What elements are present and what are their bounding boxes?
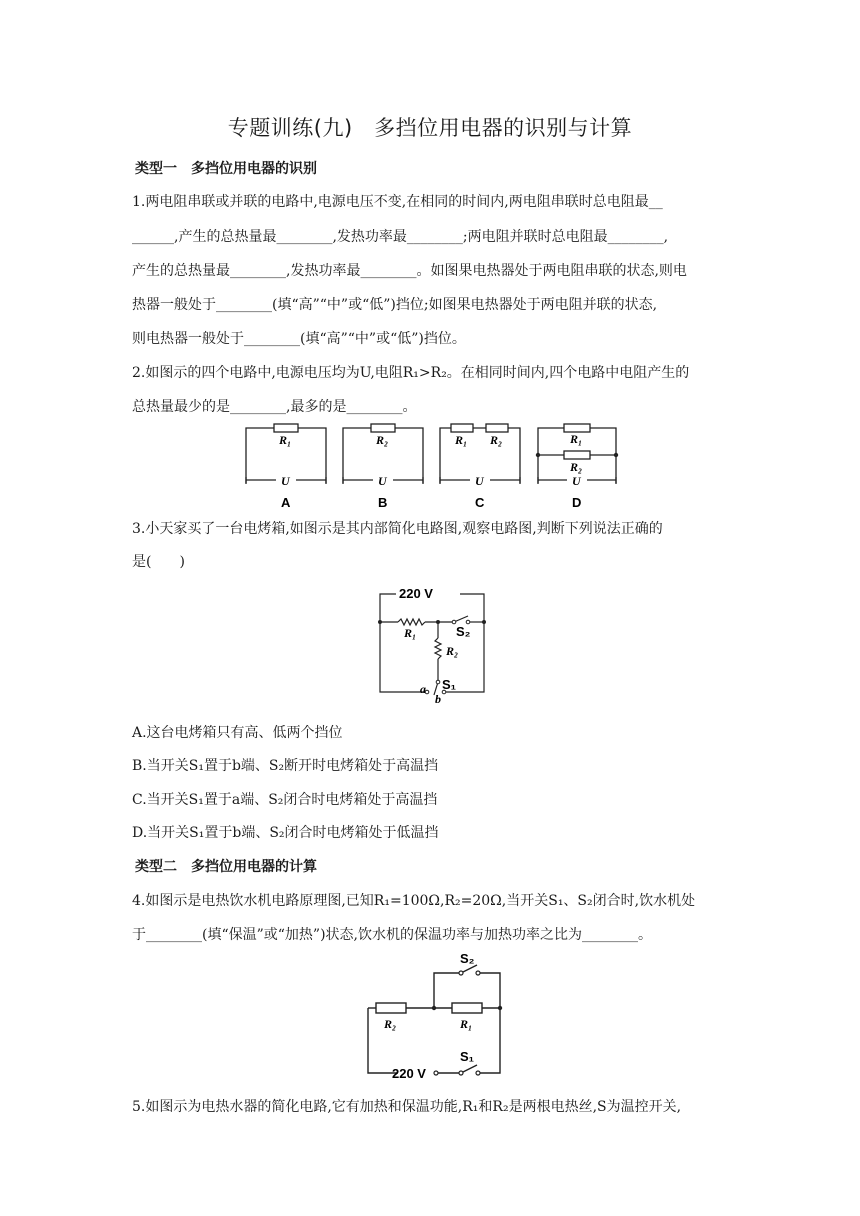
resistor-r1-label: R₁ bbox=[404, 626, 417, 640]
resistor-r1-label: R₁ bbox=[455, 433, 468, 447]
q3-circuit-figure bbox=[372, 582, 492, 704]
terminal-a-label: a bbox=[420, 682, 426, 696]
question-2-line: 2.如图示的四个电路中,电源电压均为U,电阻R₁>R₂。在相同时间内,四个电路中电阻产生的 bbox=[132, 365, 690, 381]
section-heading-1: 类型一 多挡位用电器的识别 bbox=[135, 161, 317, 177]
circuit-caption-c: C bbox=[475, 495, 485, 510]
switch-s2-label: S₂ bbox=[460, 951, 475, 966]
voltage-label: U bbox=[475, 474, 484, 488]
option-a: A.这台电烤箱只有高、低两个挡位 bbox=[132, 725, 343, 741]
question-3-line: 3.小天家买了一台电烤箱,如图示是其内部简化电路图,观察电路图,判断下列说法正确的 bbox=[132, 521, 663, 537]
resistor-r2-label: R₂ bbox=[490, 433, 503, 447]
question-5-line: 5.如图示为电热水器的简化电路,它有加热和保温功能,R₁和R₂是两根电热丝,S为温控开关, bbox=[132, 1099, 682, 1115]
voltage-label: U bbox=[572, 474, 581, 488]
switch-s2-label: S₂ bbox=[456, 624, 471, 639]
circuit-caption-d: D bbox=[572, 495, 582, 510]
option-c: C.当开关S₁置于a端、S₂闭合时电烤箱处于高温挡 bbox=[132, 792, 438, 808]
page-title: 专题训练(九) 多挡位用电器的识别与计算 bbox=[227, 116, 633, 140]
terminal-b-label: b bbox=[435, 692, 441, 704]
question-1-line: 产生的总热量最________,发热功率最________。如图果电热器处于两电阻串联的状态,则电 bbox=[132, 263, 687, 279]
question-1-line: 1.两电阻串联或并联的电路中,电源电压不变,在相同的时间内,两电阻串联时总电阻最__ bbox=[132, 194, 663, 210]
question-3-line: 是( ) bbox=[132, 554, 185, 570]
voltage-label: U bbox=[281, 474, 290, 488]
resistor-r1-label: R₁ bbox=[570, 432, 583, 446]
question-1-line: ______,产生的总热量最________,发热功率最________;两电阻并联时总电阻最________, bbox=[132, 229, 669, 245]
question-1-line: 则电热器一般处于________(填“高”“中”或“低”)挡位。 bbox=[132, 331, 466, 347]
q4-circuit-figure bbox=[360, 948, 510, 1086]
question-1-line: 热器一般处于________(填“高”“中”或“低”)挡位;如图果电热器处于两电阻并联的状态, bbox=[132, 297, 658, 313]
option-d: D.当开关S₁置于b端、S₂闭合时电烤箱处于低温挡 bbox=[132, 825, 439, 841]
q2-circuit-figure bbox=[236, 418, 636, 516]
question-4-line: 于________(填“保温”或“加热”)状态,饮水机的保温功率与加热功率之比为________。 bbox=[132, 927, 653, 943]
voltage-source-label: 220 V bbox=[392, 1066, 426, 1081]
voltage-source-label: 220 V bbox=[399, 586, 433, 601]
switch-s1-label: S₁ bbox=[442, 677, 457, 692]
circuit-caption-b: B bbox=[378, 495, 388, 510]
resistor-r1-label: R₁ bbox=[279, 433, 292, 447]
resistor-r2-label: R₂ bbox=[570, 460, 583, 474]
switch-s1-label: S₁ bbox=[460, 1049, 475, 1064]
resistor-r2-label: R₂ bbox=[376, 433, 389, 447]
question-2-line: 总热量最少的是________,最多的是________。 bbox=[132, 399, 417, 415]
resistor-r2-label: R₂ bbox=[384, 1017, 397, 1031]
section-heading-2: 类型二 多挡位用电器的计算 bbox=[135, 859, 317, 875]
resistor-r2-label: R₂ bbox=[446, 644, 459, 658]
option-b: B.当开关S₁置于b端、S₂断开时电烤箱处于高温挡 bbox=[132, 758, 439, 774]
circuit-caption-a: A bbox=[281, 495, 291, 510]
voltage-label: U bbox=[378, 474, 387, 488]
question-4-line: 4.如图示是电热饮水机电路原理图,已知R₁=100Ω,R₂=20Ω,当开关S₁、S₂闭合时,饮水机处 bbox=[132, 893, 696, 909]
resistor-r1-label: R₁ bbox=[460, 1017, 473, 1031]
